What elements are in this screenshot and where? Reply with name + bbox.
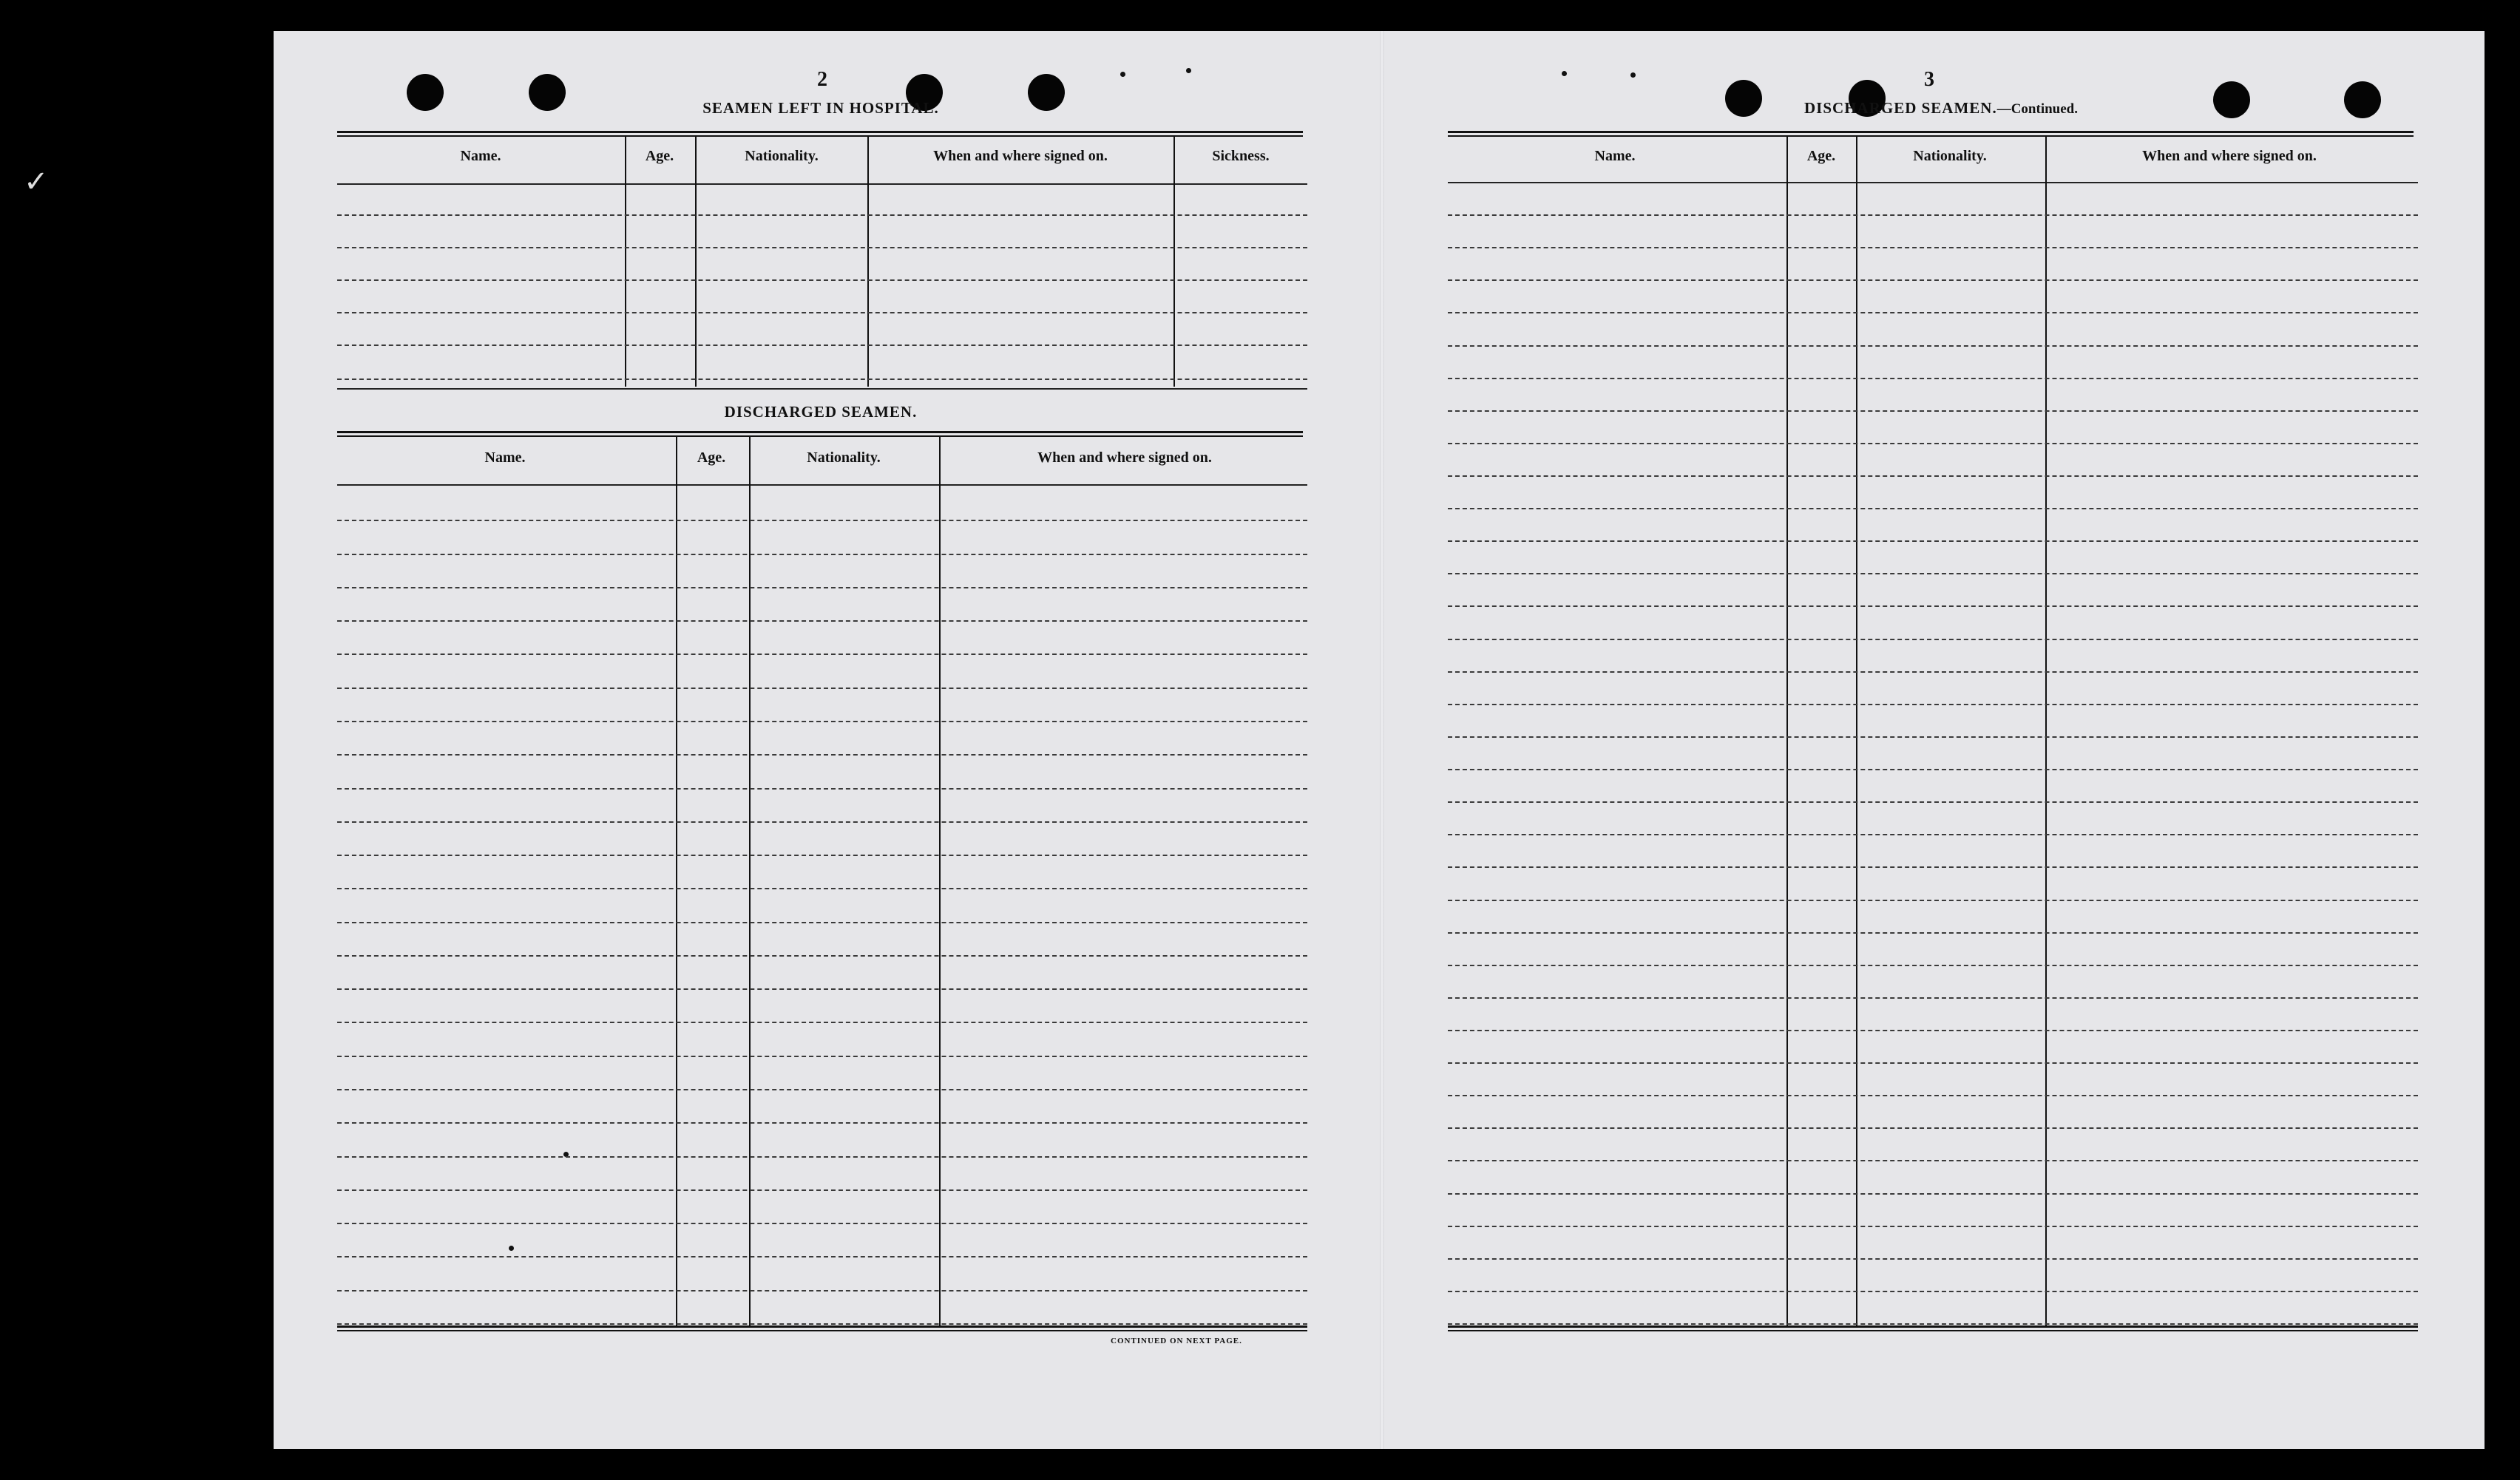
punch-hole [2213,81,2250,118]
table-row[interactable] [337,1156,1307,1158]
ink-dot [1562,71,1567,76]
table-row[interactable] [1448,932,2418,934]
rule [337,388,1307,390]
table-row[interactable] [1448,279,2418,281]
rule [337,1325,1307,1328]
ink-dot [1186,68,1191,73]
table-row[interactable] [1448,573,2418,574]
punch-hole [529,74,566,111]
column-divider [1173,137,1175,387]
column-header-when-where: When and where signed on. [1037,449,1212,466]
rule [1448,1325,2418,1328]
table-row[interactable] [1448,965,2418,966]
table-row[interactable] [1448,834,2418,835]
column-divider [1856,137,1857,1327]
ink-dot [509,1246,514,1251]
column-divider [939,436,941,1325]
table-row[interactable] [1448,1258,2418,1260]
column-divider [676,436,677,1325]
column-header-name: Name. [484,449,526,466]
table-row[interactable] [1448,1226,2418,1227]
table-row[interactable] [337,888,1307,889]
rule [1448,182,2418,183]
column-header-nationality: Nationality. [807,449,881,466]
table-row[interactable] [337,1122,1307,1124]
table-row[interactable] [337,587,1307,588]
table-row[interactable] [1448,671,2418,673]
table-row[interactable] [1448,1062,2418,1064]
continued-note: CONTINUED ON NEXT PAGE. [1111,1337,1242,1345]
table-row[interactable] [1448,900,2418,901]
column-divider [867,137,869,387]
column-header-when-where: When and where signed on. [933,148,1108,164]
table-row[interactable] [1448,540,2418,542]
table-row[interactable] [337,955,1307,957]
table-row[interactable] [337,721,1307,722]
column-header-name: Name. [1594,148,1636,164]
table-row[interactable] [337,754,1307,756]
table-row[interactable] [1448,443,2418,444]
punch-hole [1028,74,1065,111]
table-row[interactable] [1448,997,2418,999]
table-row[interactable] [337,1223,1307,1224]
table-row[interactable] [1448,1127,2418,1129]
table-row[interactable] [337,247,1307,248]
column-header-nationality: Nationality. [745,148,819,164]
table-row[interactable] [1448,639,2418,640]
page-number: 2 [817,68,827,91]
table-row[interactable] [1448,214,2418,216]
table-row[interactable] [1448,1095,2418,1096]
table-row[interactable] [337,214,1307,216]
column-header-sickness: Sickness. [1212,148,1270,164]
table-row[interactable] [1448,801,2418,803]
table-row[interactable] [1448,508,2418,509]
table-row[interactable] [337,279,1307,281]
rule [1448,131,2414,133]
column-header-age: Age. [1806,148,1836,164]
table-row[interactable] [337,620,1307,622]
table-row[interactable] [337,379,1307,380]
title-text: DISCHARGED SEAMEN. [1804,99,1997,117]
title-suffix: —Continued. [1996,101,2078,117]
table-row[interactable] [1448,1030,2418,1031]
ink-dot [1120,72,1125,77]
page-fold [1380,31,1384,1449]
table-row[interactable] [1448,410,2418,412]
column-divider [2045,137,2047,1327]
column-header-age: Age. [697,449,726,466]
table-row[interactable] [337,1323,1307,1325]
rule [337,431,1303,433]
rule [337,131,1303,133]
table-row[interactable] [1448,605,2418,607]
table-row[interactable] [337,654,1307,655]
ink-dot [1630,72,1636,78]
table-row[interactable] [337,788,1307,790]
table-row[interactable] [337,520,1307,521]
table-row[interactable] [337,988,1307,990]
table-row[interactable] [337,1256,1307,1257]
page-number: 3 [1924,68,1934,91]
table-row[interactable] [337,821,1307,823]
document-sheet [274,31,2485,1449]
table-row[interactable] [1448,378,2418,379]
table-row[interactable] [337,1089,1307,1090]
table-row[interactable] [1448,704,2418,705]
punch-hole [2344,81,2381,118]
pencil-tick-icon: ✓ [24,165,49,198]
column-divider [695,137,697,387]
table-row[interactable] [337,1022,1307,1023]
table-row[interactable] [1448,247,2418,248]
column-header-name: Name. [460,148,501,164]
table-row[interactable] [337,922,1307,923]
hospital-section-title: SEAMEN LEFT IN HOSPITAL. [702,99,939,117]
column-divider [625,137,626,387]
table-row[interactable] [337,1056,1307,1057]
table-row[interactable] [337,344,1307,346]
punch-hole [1725,80,1762,117]
table-row[interactable] [1448,1160,2418,1161]
column-header-age: Age. [645,148,674,164]
column-header-when-where: When and where signed on. [2142,148,2317,164]
table-row[interactable] [1448,475,2418,477]
column-header-nationality: Nationality. [1913,148,1987,164]
table-row[interactable] [1448,345,2418,347]
continued-section-title [1804,99,2078,118]
table-row[interactable] [1448,736,2418,738]
table-row[interactable] [337,855,1307,856]
table-row[interactable] [337,688,1307,689]
column-divider [1786,137,1788,1327]
table-row[interactable] [1448,1323,2418,1325]
rule [337,183,1307,185]
discharged-section-title: DISCHARGED SEAMEN. [724,403,918,421]
column-divider [749,436,751,1325]
table-row[interactable] [1448,312,2418,313]
table-row[interactable] [337,554,1307,555]
table-row[interactable] [337,1290,1307,1291]
table-row[interactable] [1448,769,2418,770]
punch-hole [407,74,444,111]
table-row[interactable] [1448,1193,2418,1195]
table-row[interactable] [1448,866,2418,868]
table-row[interactable] [1448,1291,2418,1292]
rule [337,484,1307,486]
table-row[interactable] [337,1189,1307,1191]
table-row[interactable] [337,312,1307,313]
